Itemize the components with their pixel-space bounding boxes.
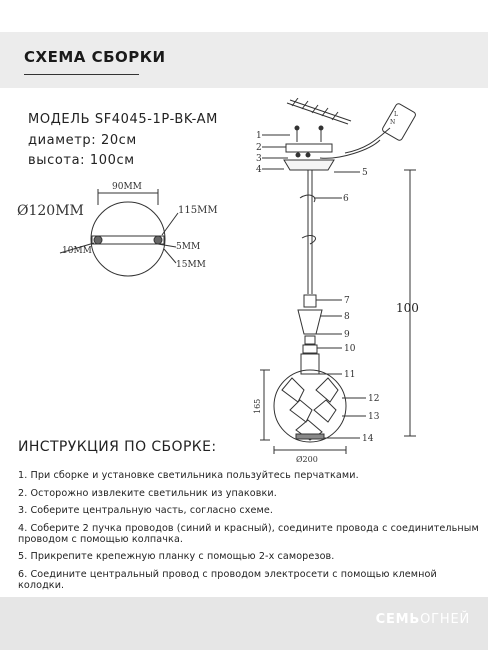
part-label: 10: [344, 344, 356, 354]
terminal-block: [381, 103, 416, 142]
part-label: 7: [344, 296, 350, 306]
brand-logo: [376, 612, 470, 627]
instruction-step: 5. Прикрепите крепежную планку с помощью 2-х саморезов.: [18, 551, 335, 562]
instruction-step: 2. Осторожно извлеките светильник из упаковки.: [18, 487, 277, 499]
ceiling-canopy: [284, 160, 334, 170]
part-label: 3: [256, 154, 262, 164]
title-underline: [24, 74, 139, 75]
model-label: МОДЕЛЬ SF4045-1P-BK-AM: [28, 112, 218, 127]
instructions-title: ИНСТРУКЦИЯ ПО СБОРКЕ:: [18, 439, 217, 455]
brand-light: ОГНЕЙ: [420, 612, 470, 627]
diameter-label: диаметр: 20см: [28, 133, 137, 148]
part-label: 4: [256, 165, 262, 175]
cord-holder: [298, 310, 322, 334]
mount-hole-label: 5MM: [176, 242, 201, 252]
part-label: 6: [343, 194, 349, 204]
ceiling-hatch: [287, 98, 351, 124]
mount-diagram: [0, 175, 240, 285]
height-label: высота: 100см: [28, 153, 135, 168]
wire-label-n: N: [390, 119, 396, 126]
instruction-step: 3. Соберите центральную часть, согласно схеме.: [18, 505, 274, 516]
part-label: 8: [344, 312, 350, 322]
total-height-label: 100: [396, 301, 419, 315]
instructions-list: [18, 470, 480, 597]
mount-width-label: 90MM: [112, 182, 142, 192]
mount-left-label: 10MM: [62, 246, 92, 256]
part-label: 11: [344, 370, 356, 380]
part-label: 13: [368, 412, 380, 422]
mounting-bracket: [286, 144, 332, 152]
mount-diameter-label: Ø120MM: [17, 203, 84, 219]
part-label: 2: [256, 143, 262, 153]
shade-height-label: 165: [253, 398, 262, 414]
wire-label-l: L: [394, 111, 398, 118]
part-label: 5: [362, 168, 368, 178]
page-title: СХЕМА СБОРКИ: [24, 48, 166, 66]
mount-plate: [92, 236, 164, 244]
part-label: 14: [362, 434, 374, 444]
shade-diameter-label: Ø200: [296, 455, 318, 464]
part-label: 12: [368, 394, 380, 404]
mount-bottom-label: 15MM: [176, 260, 206, 270]
instruction-step: 6. Соедините центральный провод с проводом электросети с помощью клемной колодки.: [18, 568, 437, 591]
instruction-step: 4. Соберите 2 пучка проводов (синий и красный), соедините провода с соединительным проводом с помощью колпачка.: [18, 522, 479, 545]
mount-spacing-label: 115MM: [178, 205, 218, 216]
instruction-step: 1. При сборке и установке светильника пользуйтесь перчатками.: [18, 470, 359, 481]
glass-shade: [274, 370, 346, 442]
lamp-diagram: [230, 98, 488, 470]
brand-bold: СЕМЬ: [375, 612, 421, 627]
part-label: 9: [344, 330, 350, 340]
part-label: 1: [256, 131, 262, 141]
